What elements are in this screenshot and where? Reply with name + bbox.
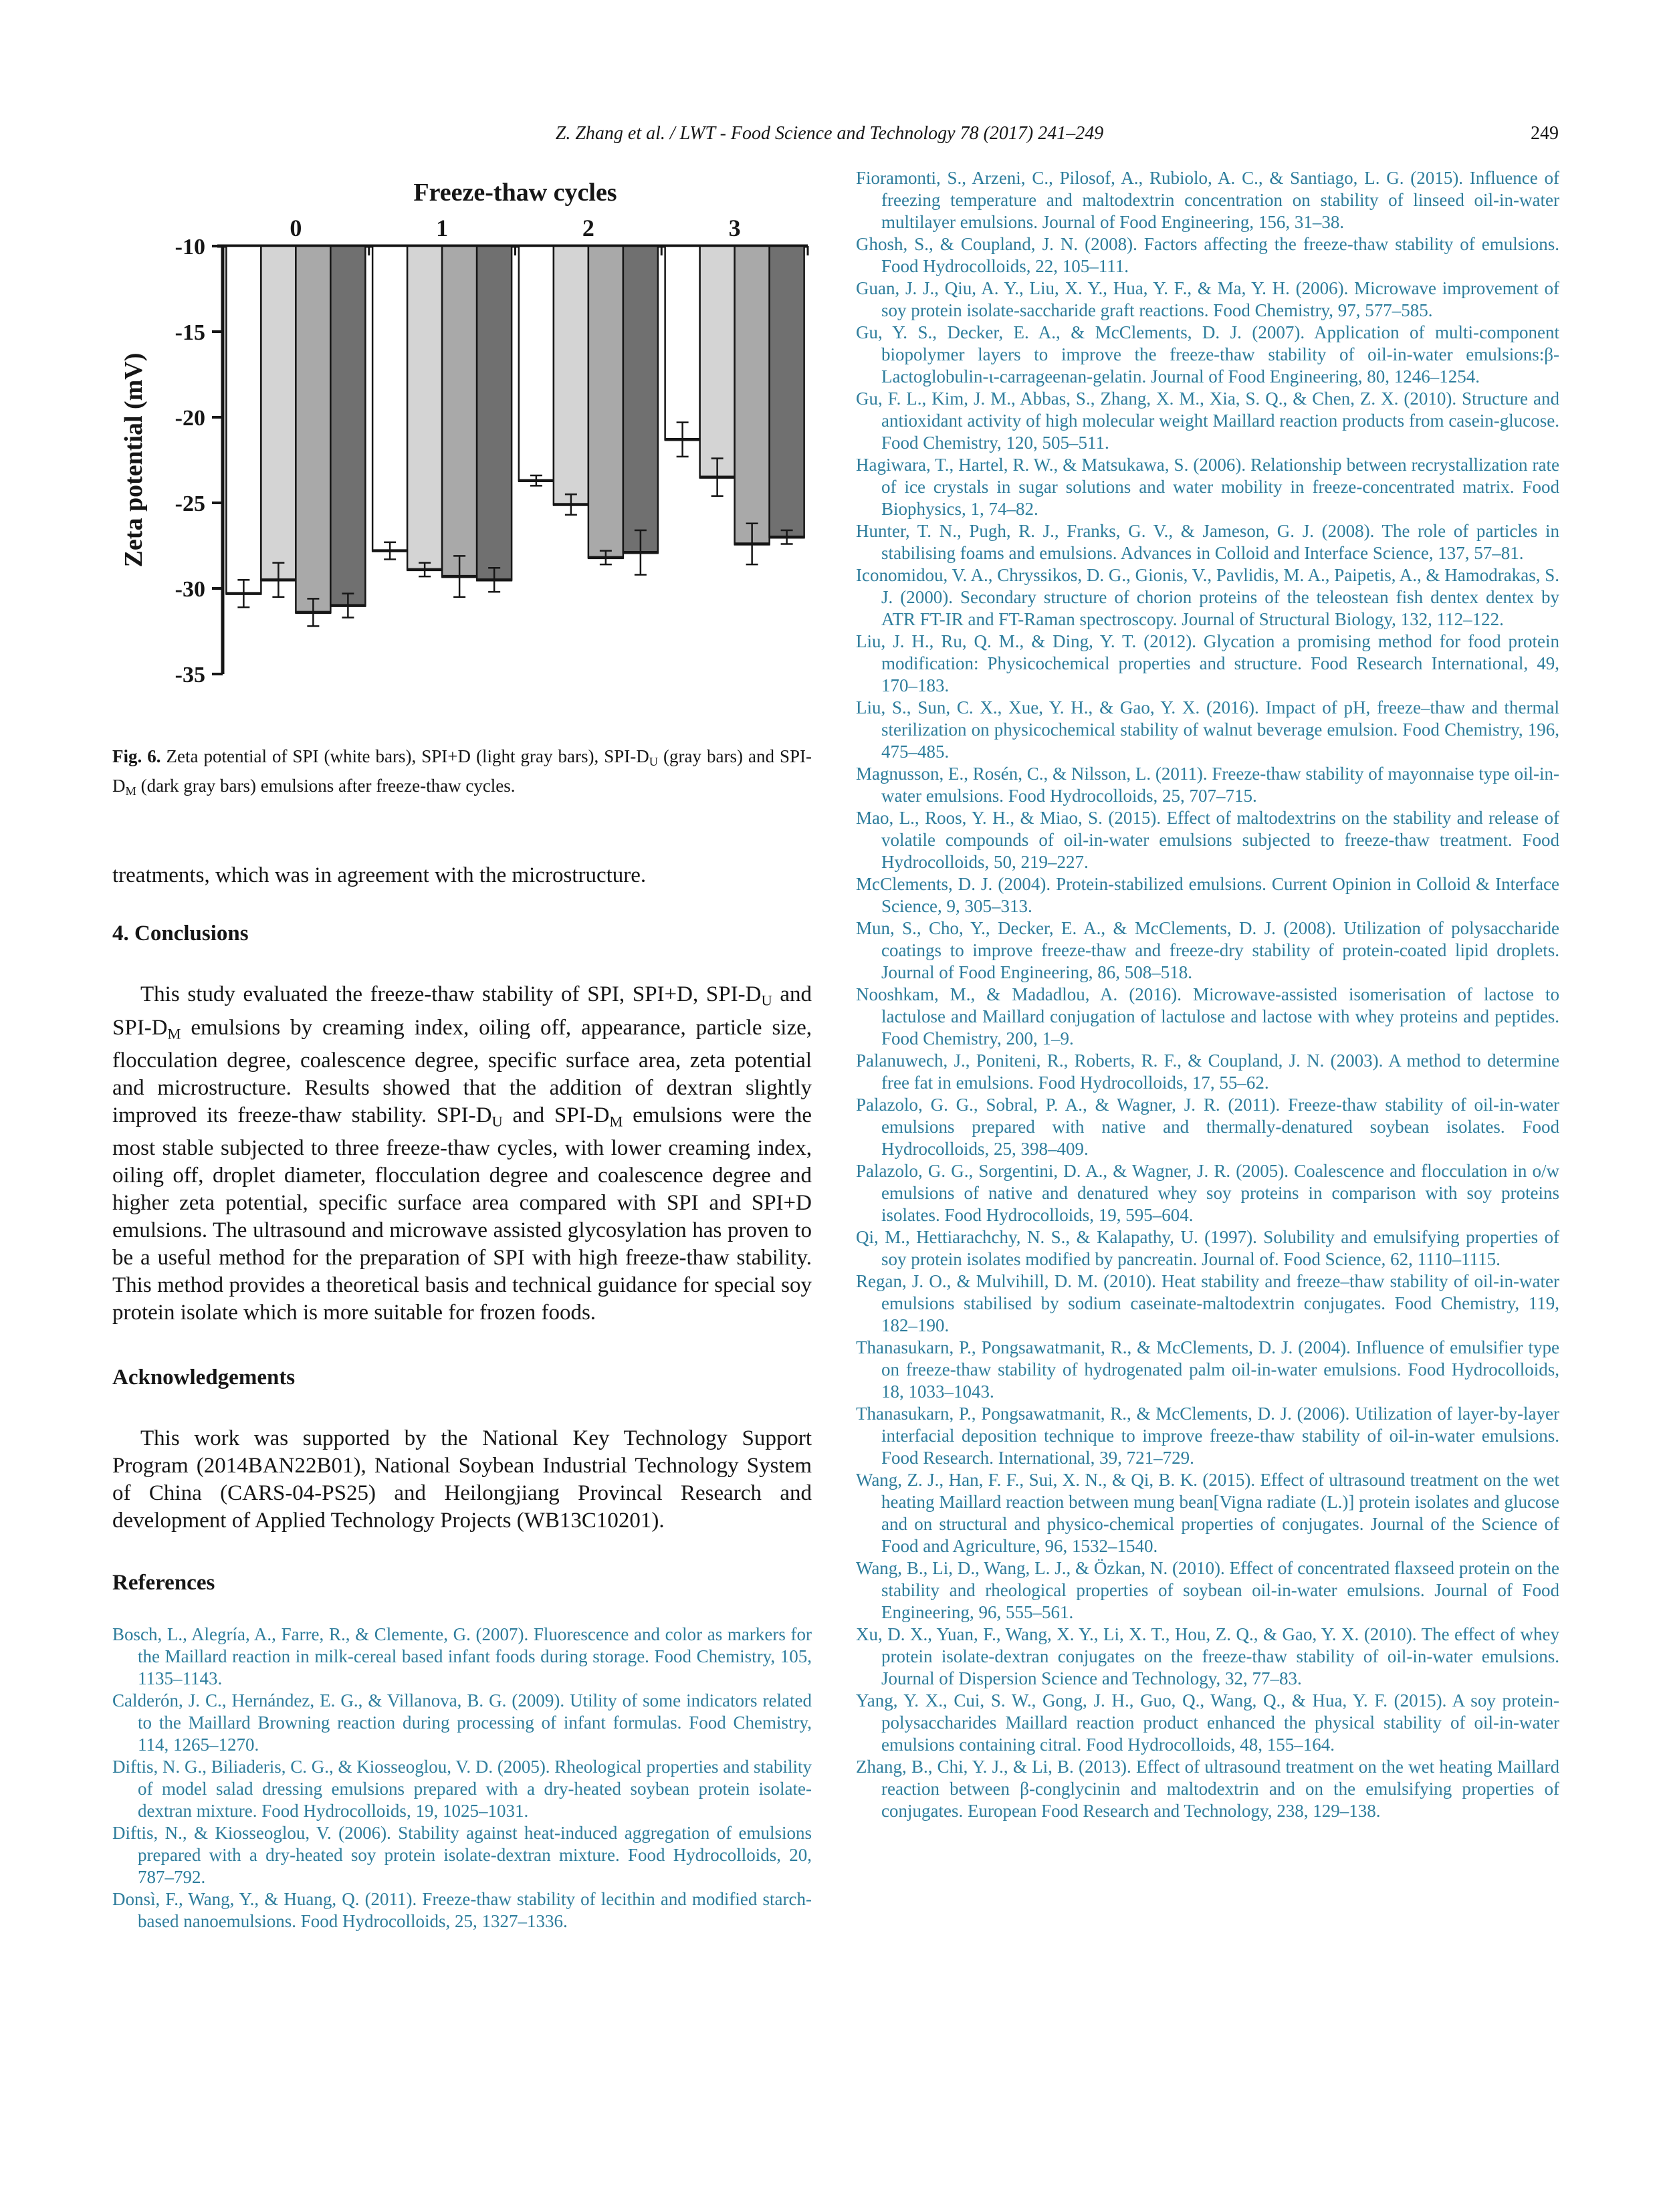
- reference-item[interactable]: Diftis, N. G., Biliaderis, C. G., & Kiosseoglou, V. D. (2005). Rheological properties and stability of model salad dressing emulsions prepared with a dry-heated soybean protein isolate-dextran mixture. Food Hydrocolloids, 19, 1025–1031.: [112, 1757, 812, 1821]
- bar: [261, 246, 296, 580]
- reference-item[interactable]: Ghosh, S., & Coupland, J. N. (2008). Factors affecting the freeze-thaw stability of emulsions. Food Hydrocolloids, 22, 105–111.: [856, 234, 1559, 276]
- figure-caption: [112, 744, 812, 803]
- reference-item[interactable]: Wang, Z. J., Han, F. F., Sui, X. N., & Qi, B. K. (2015). Effect of ultrasound treatment on the wet heating Maillard reaction between mung bean[Vigna radiate (L.)] protein isolates and glucose and on structural and physico-chemical properties of conjugates. Journal of the Science of Food and Agriculture, 96, 1532–1540.: [856, 1470, 1559, 1556]
- continuation-paragraph: treatments, which was in agreement with the microstructure.: [112, 863, 647, 888]
- text-segment: U: [761, 992, 772, 1009]
- text-segment: M: [125, 784, 136, 798]
- y-tick-label: -30: [175, 577, 205, 602]
- reference-item[interactable]: Thanasukarn, P., Pongsawatmanit, R., & McClements, D. J. (2006). Utilization of layer-by-layer interfacial deposition technique to improve freeze-thaw stability of oil-in-water emulsions. Food Research. International, 39, 721–729.: [856, 1404, 1559, 1468]
- zeta-potential-bar-chart: [112, 173, 812, 738]
- bar: [330, 246, 365, 606]
- reference-item[interactable]: Calderón, J. C., Hernández, E. G., & Villanova, B. G. (2009). Utility of some indicators related to the Maillard Browning reaction during processing of infant formulas. Food Chemistry, 114, 1265–1270.: [112, 1690, 812, 1755]
- reference-item[interactable]: Gu, F. L., Kim, J. M., Abbas, S., Zhang, X. M., Xia, S. Q., & Chen, Z. X. (2010). Structure and antioxidant activity of high molecular weight Maillard reaction products from casein-glucose. Food Chemistry, 120, 505–511.: [856, 389, 1559, 453]
- references-list-right: [856, 167, 1559, 1822]
- reference-item[interactable]: Fioramonti, S., Arzeni, C., Pilosof, A., Rubiolo, A. C., & Santiago, L. G. (2015). Influence of freezing temperature and maltodextrin concentration on stability of linseed oil-in-water multilayer emulsions. Journal of Food Engineering, 156, 31–38.: [856, 168, 1559, 232]
- reference-item[interactable]: Palanuwech, J., Poniteni, R., Roberts, R. F., & Coupland, J. N. (2003). A method to determine free fat in emulsions. Food Hydrocolloids, 17, 55–62.: [856, 1050, 1559, 1093]
- reference-item[interactable]: McClements, D. J. (2004). Protein-stabilized emulsions. Current Opinion in Colloid & Interface Science, 9, 305–313.: [856, 874, 1559, 916]
- reference-item[interactable]: Diftis, N., & Kiosseoglou, V. (2006). Stability against heat-induced aggregation of emulsions prepared with a dry-heated soy protein isolate-dextran mixture. Food Hydrocolloids, 20, 787–792.: [112, 1823, 812, 1888]
- x-tick-label: 1: [436, 215, 449, 241]
- right-column: [856, 167, 1559, 1822]
- reference-item[interactable]: Liu, S., Sun, C. X., Xue, Y. H., & Gao, Y. X. (2016). Impact of pH, freeze–thaw and thermal sterilization on physicochemical stability of walnut beverage emulsion. Food Chemistry, 196, 475–485.: [856, 697, 1559, 762]
- reference-item[interactable]: Mun, S., Cho, Y., Decker, E. A., & McClements, D. J. (2008). Utilization of polysaccharide coatings to improve freeze-thaw and freeze-dry stability of protein-coated lipid droplets. Journal of Food Engineering, 86, 508–518.: [856, 918, 1559, 982]
- acknowledgements-paragraph: This work was supported by the National Key Technology Support Program (2014BAN22B01), National Soybean Industrial Technology System of China (CARS-04-PS25) and Heilongjiang Provincal Research and development of Applied Technology Projects (WB13C10201).: [112, 1426, 812, 1533]
- text-segment: (gray bars) and SPI-D: [112, 746, 812, 796]
- bar: [623, 246, 658, 552]
- left-column: [112, 173, 812, 1932]
- y-tick-label: -15: [175, 320, 205, 345]
- reference-item[interactable]: Hunter, T. N., Pugh, R. J., Franks, G. V., & Jameson, G. J. (2008). The role of particles in stabilising foams and emulsions. Advances in Colloid and Interface Science, 137, 57–81.: [856, 521, 1559, 563]
- text-segment: M: [167, 1024, 181, 1042]
- x-tick-label: 3: [728, 215, 741, 241]
- text-segment: emulsions by creaming index, oiling off, appearance, particle size, flocculation degree, coalescence degree, specific surface area, zeta potential and microstructure. Results showed that the addition of dextran slightly improved its freeze-thaw stability. SPI-D: [112, 1015, 812, 1127]
- reference-item[interactable]: Donsì, F., Wang, Y., & Huang, Q. (2011). Freeze-thaw stability of lecithin and modified starch-based nanoemulsions. Food Hydrocolloids, 25, 1327–1336.: [112, 1889, 812, 1932]
- x-tick-label: 0: [290, 215, 302, 241]
- chart-title: Freeze-thaw cycles: [413, 179, 617, 207]
- reference-item[interactable]: Nooshkam, M., & Madadlou, A. (2016). Microwave-assisted isomerisation of lactose to lactulose and Maillard conjugation of lactulose and lactose with whey proteins and peptides. Food Chemistry, 200, 1–9.: [856, 984, 1559, 1048]
- running-header: Z. Zhang et al. / LWT - Food Science and Technology 78 (2017) 241–249: [555, 123, 1104, 144]
- references-heading: References: [112, 1571, 215, 1595]
- y-tick-label: -20: [175, 406, 205, 431]
- bar: [588, 246, 623, 558]
- bar: [442, 246, 477, 576]
- reference-item[interactable]: Palazolo, G. G., Sorgentini, D. A., & Wagner, J. R. (2005). Coalescence and flocculation in o/w emulsions of native and denatured whey soy proteins in comparison with soy proteins isolates. Food Hydrocolloids, 19, 595–604.: [856, 1161, 1559, 1225]
- page-number: 249: [1531, 123, 1559, 144]
- bar: [700, 246, 735, 477]
- bar: [770, 246, 804, 537]
- reference-item[interactable]: Hagiwara, T., Hartel, R. W., & Matsukawa, S. (2006). Relationship between recrystallization rate of ice crystals in sugar solutions and water mobility in freeze-concentrated matrix. Food Biophysics, 1, 74–82.: [856, 455, 1559, 519]
- reference-item[interactable]: Yang, Y. X., Cui, S. W., Gong, J. H., Guo, Q., Wang, Q., & Hua, Y. F. (2015). A soy protein-polysaccharides Maillard reaction product enhanced the physical stability of oil-in-water emulsions containing citral. Food Hydrocolloids, 48, 155–164.: [856, 1690, 1559, 1755]
- conclusions-heading: 4. Conclusions: [112, 921, 249, 946]
- figure-6: [112, 173, 812, 803]
- chart-svg: [112, 173, 812, 738]
- reference-item[interactable]: Magnusson, E., Rosén, C., & Nilsson, L. (2011). Freeze-thaw stability of mayonnaise type oil-in-water emulsions. Food Hydrocolloids, 25, 707–715.: [856, 764, 1559, 806]
- text-segment: and SPI-D: [502, 1103, 610, 1127]
- y-tick-label: -35: [175, 663, 205, 687]
- text-segment: This study evaluated the freeze-thaw stability of SPI, SPI+D, SPI-D: [140, 982, 762, 1007]
- reference-item[interactable]: Zhang, B., Chi, Y. J., & Li, B. (2013). Effect of ultrasound treatment on the wet heating Maillard reaction between β-conglycinin and maltodextrin and on the emulsifying properties of conjugates. European Food Research and Technology, 238, 129–138.: [856, 1757, 1559, 1821]
- reference-item[interactable]: Iconomidou, V. A., Chryssikos, D. G., Gionis, V., Pavlidis, M. A., Paipetis, A., & Hamodrakas, S. J. (2000). Secondary structure of chorion proteins of the teleostean fish dentex dentex by ATR FT-IR and FT-Raman spectroscopy. Journal of Structural Biology, 132, 112–122.: [856, 565, 1559, 629]
- reference-item[interactable]: Liu, J. H., Ru, Q. M., & Ding, Y. T. (2012). Glycation a promising method for food protein modification: Physicochemical properties and structure. Food Research International, 49, 170–183.: [856, 631, 1559, 695]
- text-segment: M: [609, 1113, 623, 1130]
- reference-item[interactable]: Regan, J. O., & Mulvihill, D. M. (2010). Heat stability and freeze–thaw stability of oil-in-water emulsions stabilised by sodium caseinate-maltodextrin conjugates. Food Chemistry, 119, 182–190.: [856, 1271, 1559, 1335]
- y-tick-label: -25: [175, 491, 205, 516]
- acknowledgements-heading: Acknowledgements: [112, 1365, 296, 1390]
- reference-item[interactable]: Thanasukarn, P., Pongsawatmanit, R., & McClements, D. J. (2004). Influence of emulsifier type on freeze-thaw stability of hydrogenated palm oil-in-water emulsions. Food Hydrocolloids, 18, 1033–1043.: [856, 1337, 1559, 1402]
- bar: [296, 246, 330, 613]
- reference-item[interactable]: Wang, B., Li, D., Wang, L. J., & Özkan, N. (2010). Effect of concentrated flaxseed protein on the stability and rheological properties of soybean oil-in-water emulsions. Journal of Food Engineering, 96, 555–561.: [856, 1558, 1559, 1622]
- bar: [372, 246, 407, 551]
- text-segment: (dark gray bars) emulsions after freeze-thaw cycles.: [136, 776, 516, 796]
- reference-item[interactable]: Palazolo, G. G., Sobral, P. A., & Wagner, J. R. (2011). Freeze-thaw stability of oil-in-water emulsions prepared with native and thermally-denatured soybean isolates. Food Hydrocolloids, 25, 398–409.: [856, 1095, 1559, 1159]
- bar: [554, 246, 588, 505]
- reference-item[interactable]: Guan, J. J., Qiu, A. Y., Liu, X. Y., Hua, Y. F., & Ma, Y. H. (2006). Microwave improvement of soy protein isolate-saccharide graft reactions. Food Chemistry, 97, 577–585.: [856, 278, 1559, 320]
- bar: [735, 246, 770, 544]
- text-segment: Zeta potential of SPI (white bars), SPI+D (light gray bars), SPI-D: [160, 746, 649, 766]
- y-tick-label: -10: [175, 235, 205, 259]
- y-axis-title: Zeta potential (mV): [120, 352, 148, 568]
- text-segment: emulsions were the most stable subjected to three freeze-thaw cycles, with lower creaming index, oiling off, droplet diameter, flocculation degree and coalescence degree and higher zeta potential, specific surface area compared with SPI and SPI+D emulsions. The ultrasound and microwave assisted glycosylation has proven to be a useful method for the preparation of SPI with high freeze-thaw stability. This method provides a theoretical basis and technical guidance for special soy protein isolate which is more suitable for frozen foods.: [112, 1103, 812, 1325]
- text-segment: U: [491, 1113, 503, 1130]
- bar: [519, 246, 554, 481]
- reference-item[interactable]: Mao, L., Roos, Y. H., & Miao, S. (2015). Effect of maltodextrins on the stability and release of volatile compounds of oil-in-water emulsions subjected to freeze-thaw treatment. Food Hydrocolloids, 50, 219–227.: [856, 808, 1559, 872]
- bar: [407, 246, 442, 570]
- reference-item[interactable]: Gu, Y. S., Decker, E. A., & McClements, D. J. (2007). Application of multi-component biopolymer layers to improve the freeze-thaw stability of oil-in-water emulsions:β-Lactoglobulin-ι-carrageenan-gelatin. Journal of Food Engineering, 80, 1246–1254.: [856, 322, 1559, 386]
- bar: [226, 246, 261, 594]
- reference-item[interactable]: Qi, M., Hettiarachchy, N. S., & Kalapathy, U. (1997). Solubility and emulsifying properties of soy protein isolates modified by pancreatin. Journal of. Food Science, 62, 1110–1115.: [856, 1227, 1559, 1269]
- text-segment: Fig. 6.: [112, 746, 161, 766]
- reference-item[interactable]: Xu, D. X., Yuan, F., Wang, X. Y., Li, X. T., Hou, Z. Q., & Gao, Y. X. (2010). The effect of whey protein isolate-dextran conjugates on the freeze-thaw stability of oil-in-water emulsions. Journal of Dispersion Science and Technology, 32, 77–83.: [856, 1624, 1559, 1688]
- bar: [477, 246, 512, 580]
- conclusions-paragraph: [112, 981, 812, 1327]
- text-segment: and SPI-D: [112, 982, 812, 1040]
- text-segment: U: [649, 755, 659, 769]
- bar: [665, 246, 700, 439]
- x-tick-label: 2: [582, 215, 594, 241]
- reference-item[interactable]: Bosch, L., Alegría, A., Farre, R., & Clemente, G. (2007). Fluorescence and color as markers for the Maillard reaction in milk-cereal based infant foods during storage. Food Chemistry, 105, 1135–1143.: [112, 1624, 812, 1689]
- references-list-left: [112, 1624, 812, 1932]
